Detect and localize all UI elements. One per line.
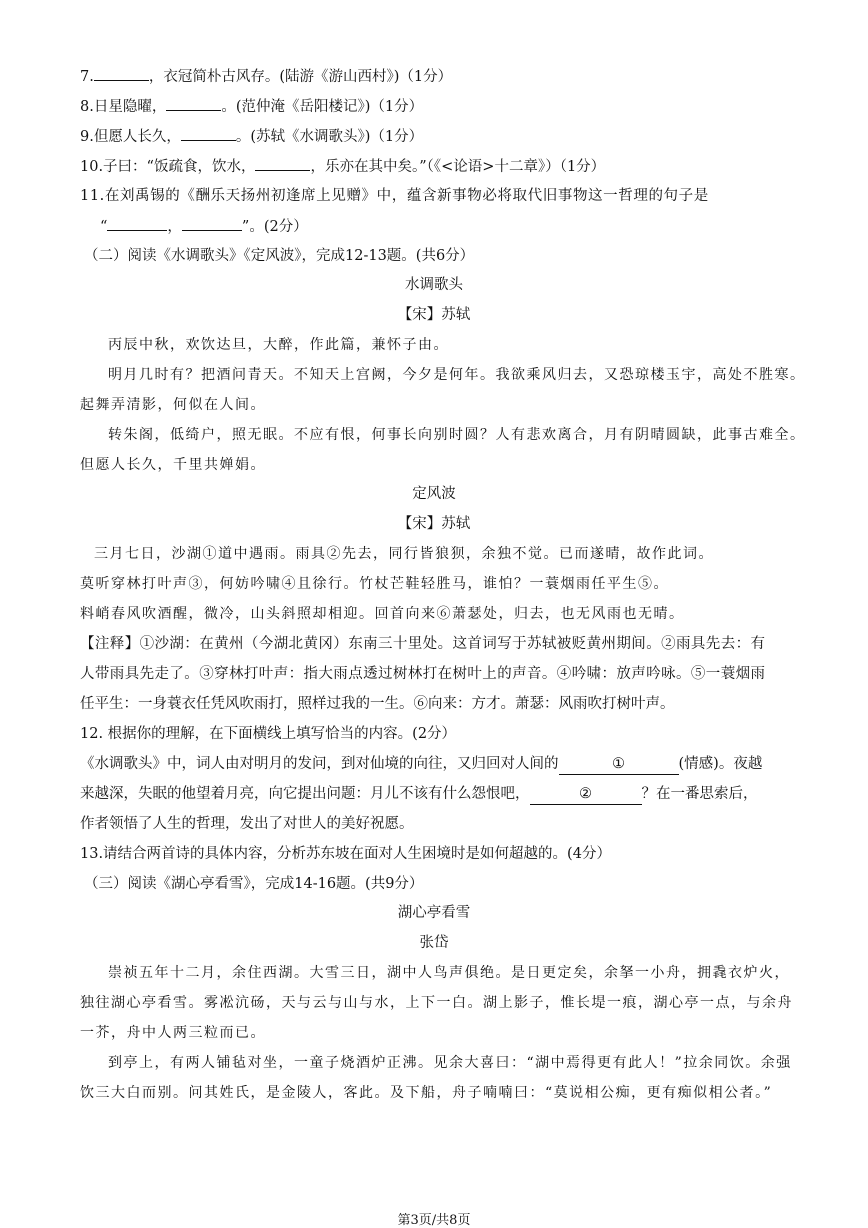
answer-blank-2[interactable]	[530, 784, 642, 805]
question-11-stem: 11.在刘禹锡的《酬乐天扬州初逢席上见赠》中，蕴含新事物必将取代旧事物这一哲理的句子是	[80, 188, 709, 204]
question-number: 7.	[80, 69, 94, 85]
question-text: (情感)。夜越	[678, 756, 763, 772]
answer-blank[interactable]	[166, 96, 221, 111]
question-11-answer-line	[100, 216, 308, 237]
annotation-line: 【注释】①沙湖：在黄州（今湖北黄冈）东南三十里处。这首词写于苏轼被贬黄州期间。②雨具先去：有	[80, 636, 766, 652]
poem-2-line: 莫听穿林打叶声③，何妨吟啸④且徐行。竹杖芒鞋轻胜马，谁怕？一蓑烟雨任平生⑤。	[80, 576, 669, 592]
poem-1-line: 但愿人长久，千里共婵娟。	[80, 457, 266, 473]
answer-blank[interactable]	[94, 66, 149, 81]
question-7	[80, 66, 452, 87]
question-8	[80, 96, 423, 117]
question-text: ？在一番思索后，	[641, 786, 758, 802]
blank-marker: ①	[612, 756, 625, 772]
poem-1-author: 【宋】苏轼	[397, 307, 471, 323]
annotation-line: 任平生：一身蓑衣任凭风吹雨打，照样过我的一生。⑥向来：方才。萧瑟：风雨吹打树叶声。	[80, 696, 675, 712]
passage-line: 到亭上，有两人铺毡对坐，一童子烧酒炉正沸。见余大喜曰：“湖中焉得更有此人！”拉余同饮。余强	[108, 1055, 792, 1071]
answer-blank-1[interactable]	[107, 216, 167, 231]
poem-2-author: 【宋】苏轼	[397, 516, 471, 532]
question-12-line	[80, 784, 758, 805]
section-3-header: （三）阅读《湖心亭看雪》，完成14-16题。(共9分）	[84, 876, 424, 892]
annotation-line: 人带雨具先走了。③穿林打叶声：指大雨点透过树林打在树叶上的声音。④吟啸：放声吟咏。⑤一蓑烟雨	[80, 666, 766, 682]
passage-title: 湖心亭看雪	[397, 905, 471, 921]
question-text: 9.但愿人长久，	[80, 129, 181, 145]
poem-1-line: 转朱阁，低绮户，照无眠。不应有恨，何事长向别时圆？人有悲欢离合，月有阴晴圆缺，此事古难全。	[108, 427, 806, 443]
poem-1-preface: 丙辰中秋，欢饮达旦，大醉，作此篇，兼怀子由。	[108, 337, 449, 353]
open-quote: “	[100, 219, 108, 235]
question-text: ，乐亦在其中矣。”（《<论语>十二章》）（1分）	[310, 159, 606, 175]
question-text: 来越深，失眠的他望着月亮，向它提出问题：月儿不该有什么怨恨吧，	[80, 786, 530, 802]
poem-2-preface: 三月七日，沙湖①道中遇雨。雨具②先去，同行皆狼狈，余独不觉。已而遂晴，故作此词。	[94, 546, 714, 562]
question-text: 。(范仲淹《岳阳楼记》)（1分）	[221, 99, 424, 115]
poem-1-title: 水调歌头	[405, 277, 463, 293]
question-text: ，衣冠简朴古风存。(陆游《游山西村》)（1分）	[148, 69, 453, 85]
answer-blank-1[interactable]	[559, 754, 679, 775]
section-2-header: （二）阅读《水调歌头》《定风波》，完成12-13题。(共6分）	[84, 248, 475, 264]
answer-blank-2[interactable]	[182, 216, 242, 231]
passage-line: 一芥，舟中人两三粒而已。	[80, 1025, 266, 1041]
question-text: 《水调歌头》中，词人由对明月的发问，到对仙境的向往，又归回对人间的	[80, 756, 559, 772]
blank-marker: ②	[579, 786, 592, 802]
question-12-stem: 12. 根据你的理解，在下面横线上填写恰当的内容。(2分）	[80, 726, 457, 742]
question-text: 10.子曰：“饭疏食，饮水，	[80, 159, 256, 175]
question-10	[80, 156, 605, 177]
question-text: ”。(2分）	[241, 219, 308, 235]
question-12-line	[80, 754, 762, 775]
passage-author: 张岱	[419, 935, 449, 951]
page-footer: 第3页/共8页	[397, 1213, 471, 1228]
question-12-line: 作者领悟了人生的哲理，发出了对世人的美好祝愿。	[80, 816, 414, 832]
question-9	[80, 126, 423, 147]
passage-line: 独往湖心亭看雪。雾凇沆砀，天与云与山与水，上下一白。湖上影子，惟长堤一痕，湖心亭一点，与余舟	[80, 995, 793, 1011]
question-text: 8.日星隐曜，	[80, 99, 167, 115]
answer-blank[interactable]	[181, 126, 236, 141]
question-text: 。(苏轼《水调歌头》)（1分）	[235, 129, 424, 145]
poem-2-line: 料峭春风吹酒醒，微冷，山头斜照却相迎。回首向来⑥萧瑟处，归去，也无风雨也无晴。	[80, 606, 685, 622]
answer-blank[interactable]	[255, 156, 310, 171]
comma: ，	[167, 219, 182, 235]
poem-2-title: 定风波	[412, 486, 456, 502]
question-13: 13.请结合两首诗的具体内容，分析苏东坡在面对人生困境时是如何超越的。(4分）	[80, 846, 611, 862]
passage-line: 崇祯五年十二月，余住西湖。大雪三日，湖中人鸟声俱绝。是日更定矣，余拏一小舟，拥毳衣炉火，	[108, 965, 790, 981]
passage-line: 饮三大白而别。问其姓氏，是金陵人，客此。及下船，舟子喃喃曰：“莫说相公痴，更有痴似相公者。”	[80, 1085, 773, 1101]
poem-1-line: 明月几时有？把酒问青天。不知天上宫阙，今夕是何年。我欲乘风归去，又恐琼楼玉宇，高处不胜寒。	[108, 367, 806, 383]
poem-1-line: 起舞弄清影，何似在人间。	[80, 397, 266, 413]
